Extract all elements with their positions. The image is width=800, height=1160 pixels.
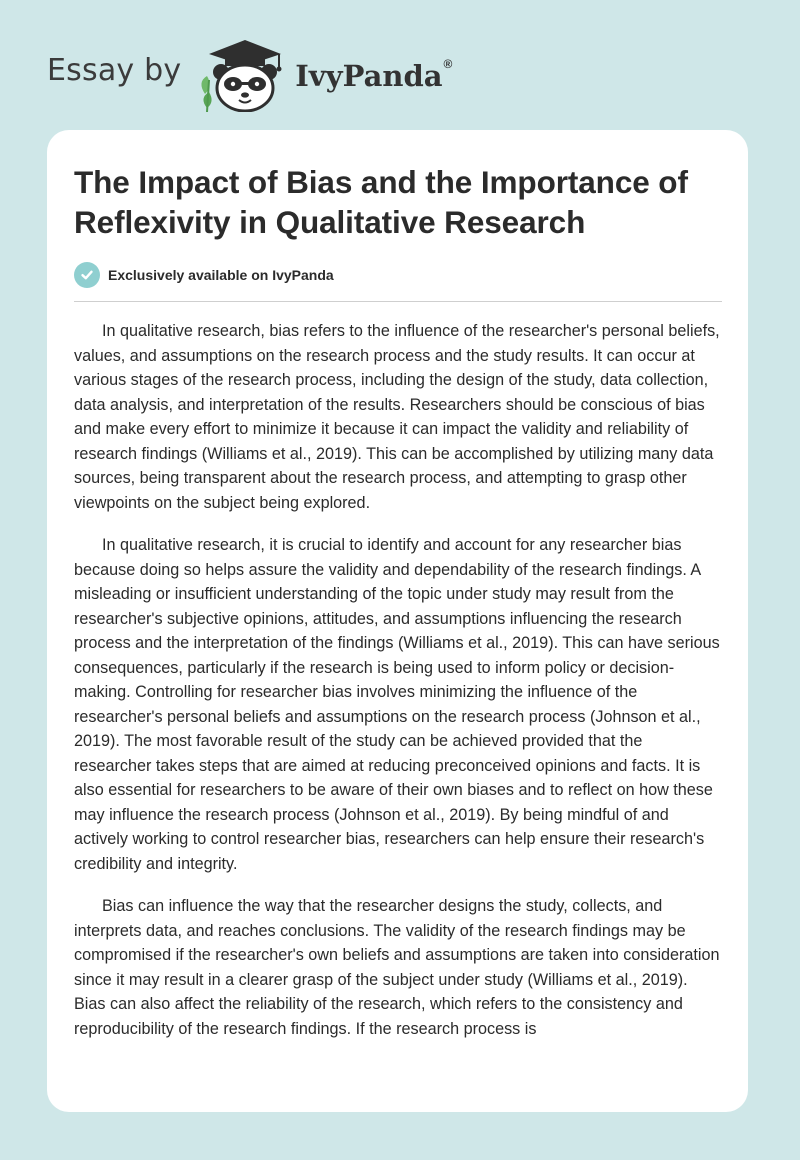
exclusive-badge bbox=[74, 262, 722, 288]
badge-label: Exclusively available on IvyPanda bbox=[108, 267, 334, 283]
essay-card bbox=[47, 130, 748, 1112]
essay-paragraph: Bias can influence the way that the researcher designs the study, collects, and interprets data, and reaches conclusions. The validity of the research findings may be compromised if the researcher's own beliefs and assumptions are taken into consideration since it may result in a clearer grasp of the subject under study (Williams et al., 2019). Bias can also affect the reliability of the research, which refers to the consistency and reproducibility of the research findings. If the research process is bbox=[74, 897, 720, 1038]
page-title: The Impact of Bias and the Importance of Reflexivity in Qualitative Research bbox=[74, 164, 688, 240]
divider bbox=[74, 301, 722, 302]
essay-by-label: Essay by bbox=[47, 52, 182, 88]
site-header bbox=[47, 36, 452, 112]
check-icon bbox=[74, 262, 100, 288]
panda-graduate-icon[interactable] bbox=[195, 36, 287, 112]
registered-mark: ® bbox=[443, 57, 453, 71]
essay-paragraph: In qualitative research, it is crucial to identify and account for any researcher bias because doing so helps assure the validity and dependability of the research findings. A misleading or insufficient understanding of the topic under study may result from the researcher's subjective opinions, attitudes, and assumptions influencing the research process and the interpretation of the findings (Williams et al., 2019). This can have serious consequences, particularly if the research is being used to inform policy or decision-making. Controlling for researcher bias involves minimizing the influence of the researcher's personal beliefs and assumptions on the research process (Johnson et al., 2019). The most favorable result of the study can be achieved provided that the researcher takes steps that are aimed at reducing preconceived opinions and facts. It is also essential for researchers to be aware of their own biases and to reflect on how these may influence the research process (Johnson et al., 2019). By being mindful of and actively working to control researcher bias, researchers can help ensure their research's credibility and integrity. bbox=[74, 536, 720, 873]
brand-name[interactable]: IvyPanda bbox=[295, 59, 443, 93]
essay-paragraph: In qualitative research, bias refers to the influence of the researcher's personal beliefs, values, and assumptions on the research process and the study results. It can occur at various stages of the research process, including the design of the study, data collection, data analysis, and interpretation of the results. Researchers should be conscious of bias and make every effort to minimize it because it can impact the validity and reliability of research findings (Williams et al., 2019). This can be accomplished by utilizing many data sources, being transparent about the research process, and attempting to grasp other viewpoints on the subject being explored. bbox=[74, 322, 720, 512]
